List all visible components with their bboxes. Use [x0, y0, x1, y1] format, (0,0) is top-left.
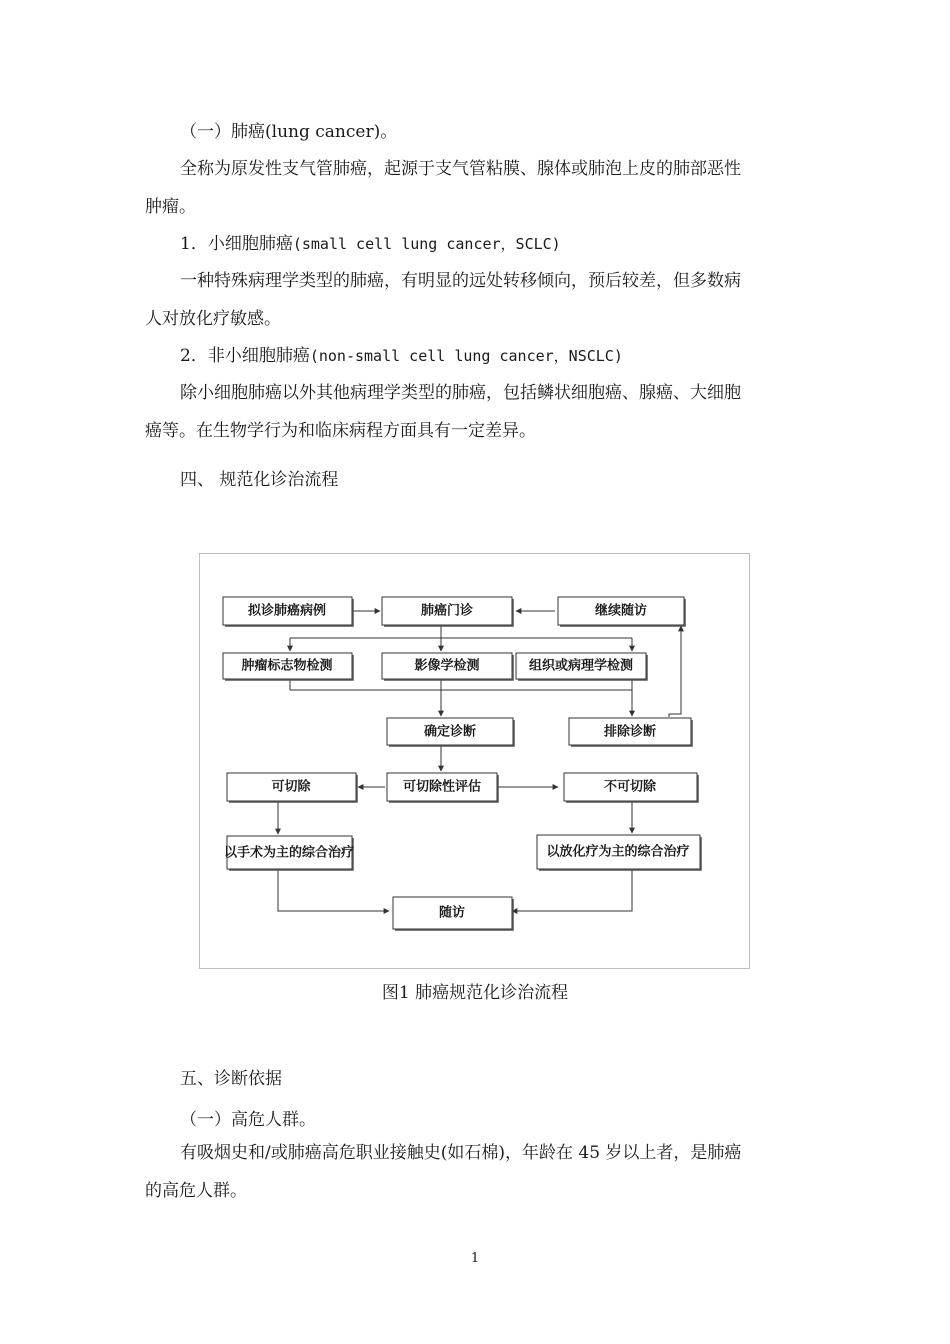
- subheading-sclc: [180, 233, 561, 255]
- label-tumor-marker: 肿瘤标志物检测: [241, 658, 333, 674]
- figure-caption: 图1 肺癌规范化诊治流程: [381, 983, 569, 1003]
- subheading-nsclc-title: 2．非小细胞肺癌: [180, 346, 310, 366]
- page-number: 1: [470, 1251, 480, 1266]
- subheading-high-risk: （一）高危人群。: [180, 1110, 316, 1130]
- flowchart-figure: [199, 553, 750, 969]
- label-resectable: 可切除: [271, 779, 311, 795]
- subheading-nsclc-english: (non-small cell lung cancer，NSCLC): [309, 347, 623, 365]
- paragraph-sclc-line2: 人对放化疗敏感。: [145, 309, 281, 329]
- label-resectability-eval: 可切除性评估: [402, 779, 482, 795]
- paragraph-sclc-line1: 一种特殊病理学类型的肺癌，有明显的远处转移倾向，预后较差，但多数病: [180, 271, 741, 291]
- arrow-surgery-to-followup: [278, 869, 389, 911]
- label-confirmed: 确定诊断: [423, 724, 477, 740]
- label-followup: 随访: [438, 905, 466, 921]
- flowchart-svg: [200, 554, 751, 970]
- section-heading-lung-cancer: （一）肺癌(lung cancer)。: [180, 122, 398, 142]
- label-continue-followup: 继续随访: [594, 603, 648, 619]
- paragraph-nsclc-line1: 除小细胞肺癌以外其他病理学类型的肺癌，包括鳞状细胞癌、腺癌、大细胞: [180, 383, 741, 403]
- label-excluded: 排除诊断: [603, 724, 657, 740]
- subheading-nsclc: [180, 345, 623, 367]
- section-heading-diagnosis: 五、诊断依据: [180, 1069, 282, 1089]
- label-unresectable: 不可切除: [603, 779, 657, 795]
- arrow-excluded-to-continue: [669, 626, 681, 717]
- paragraph-definition-line2: 肿瘤。: [145, 197, 196, 217]
- label-histology: 组织或病理学检测: [528, 658, 634, 674]
- arrow-chemoradio-to-followup: [512, 869, 632, 911]
- label-surgery-based: 以手术为主的综合治疗: [223, 845, 355, 861]
- subheading-sclc-english: (small cell lung cancer，SCLC): [292, 235, 561, 253]
- label-chemoradio-based: 以放化疗为主的综合治疗: [546, 844, 690, 860]
- label-imaging: 影像学检测: [414, 658, 480, 674]
- paragraph-nsclc-line2: 癌等。在生物学行为和临床病程方面具有一定差异。: [145, 421, 536, 441]
- paragraph-definition-line1: 全称为原发性支气管肺癌，起源于支气管粘膜、腺体或肺泡上皮的肺部恶性: [180, 159, 741, 179]
- paragraph-high-risk-line1: 有吸烟史和/或肺癌高危职业接触史(如石棉)，年龄在 45 岁以上者，是肺癌: [180, 1143, 742, 1163]
- section-heading-flow: 四、 规范化诊治流程: [180, 470, 339, 490]
- paragraph-high-risk-line2: 的高危人群。: [145, 1181, 247, 1201]
- label-clinic: 肺癌门诊: [420, 603, 474, 619]
- label-suspected: 拟诊肺癌病例: [247, 603, 327, 619]
- subheading-sclc-title: 1．小细胞肺癌: [180, 234, 293, 254]
